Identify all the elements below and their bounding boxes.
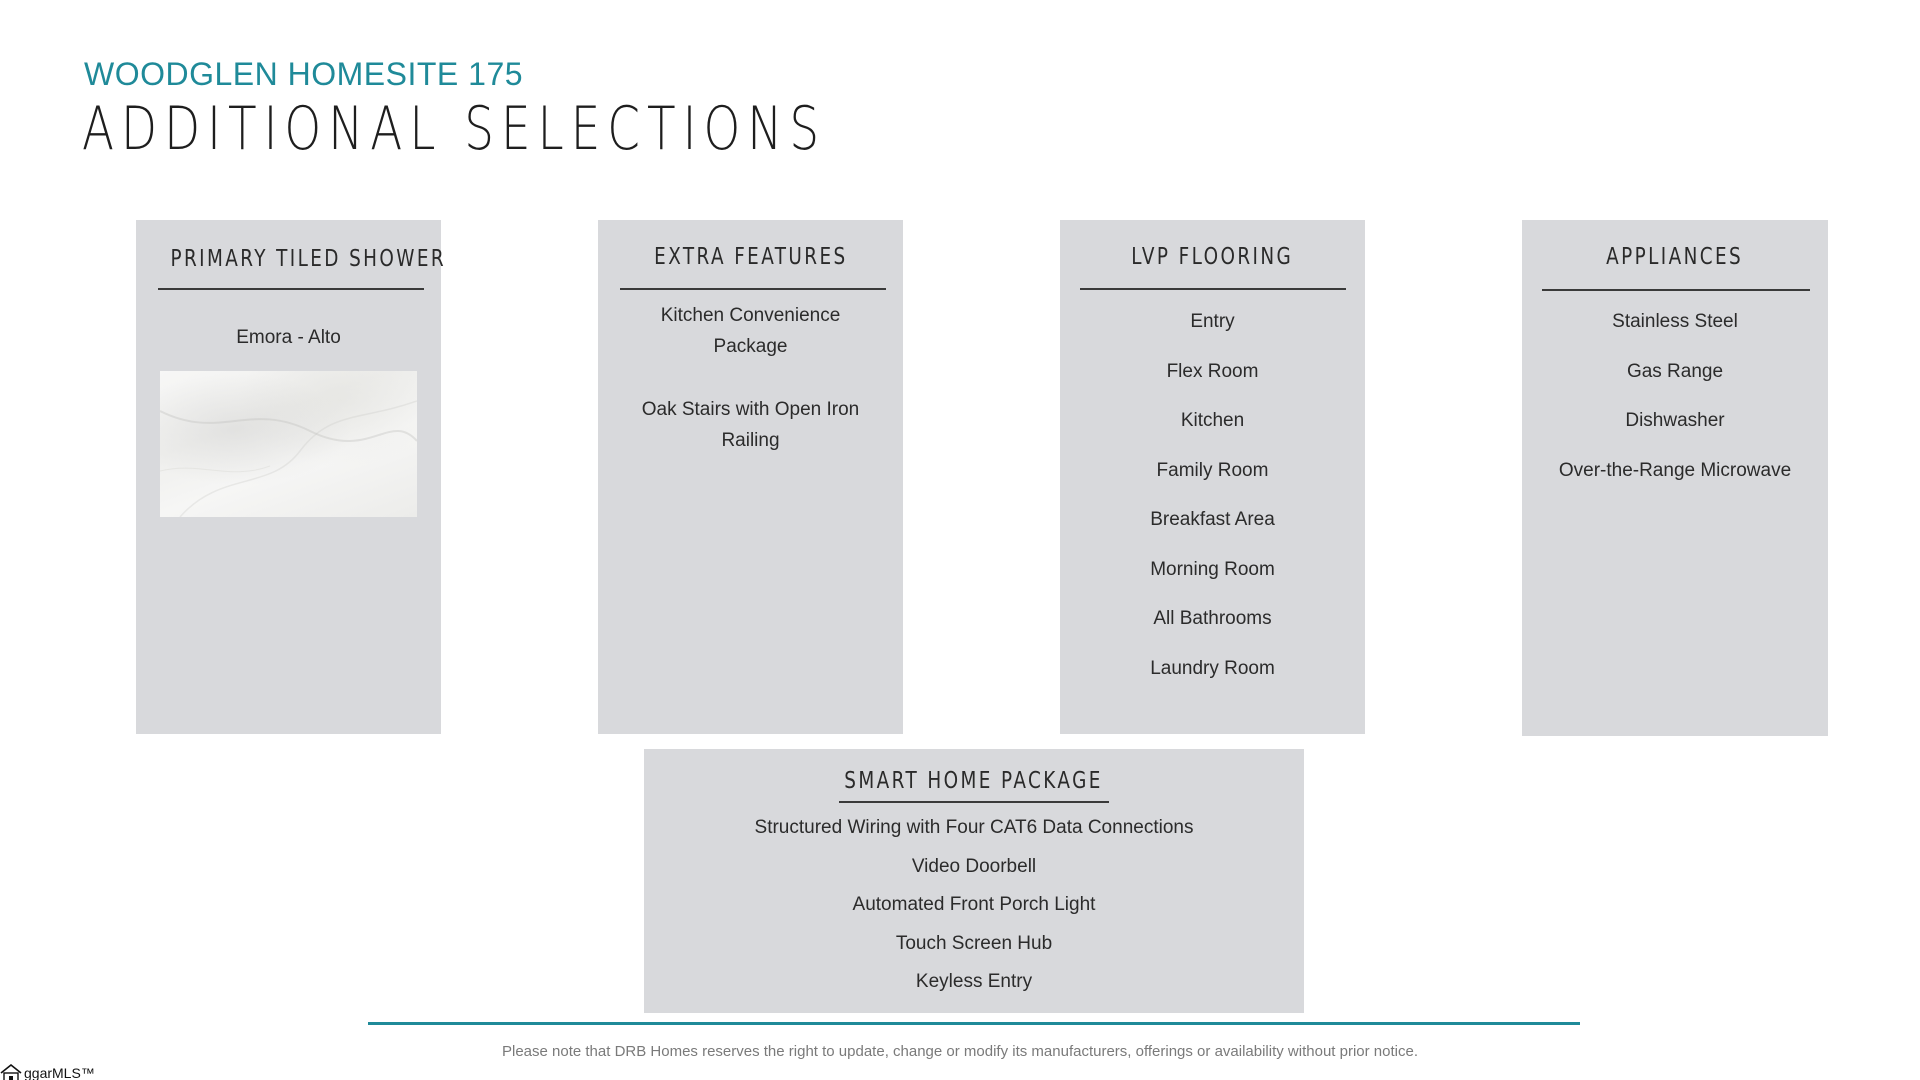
list-item: Entry	[1190, 311, 1235, 332]
card-title-rule	[158, 288, 424, 290]
list-item: Laundry Room	[1150, 657, 1275, 679]
card-primary-tiled-shower	[136, 220, 447, 734]
house-icon	[0, 1064, 22, 1080]
list-item: All Bathrooms	[1153, 608, 1272, 629]
disclaimer-text: Please note that DRB Homes reserves the right to update, change or modify its manufacturers, offerings or availability without prior notice.	[501, 1043, 1418, 1060]
card-smart-home-package	[644, 749, 1304, 1013]
card-title: APPLIANCES	[1606, 244, 1744, 270]
list-item: Family Room	[1156, 459, 1269, 481]
card-appliances	[1522, 220, 1828, 736]
list-item: Gas Range	[1626, 360, 1724, 382]
list-item: Emora - Alto	[236, 327, 341, 348]
list-item: Stainless Steel	[1612, 311, 1738, 332]
card-lvp-flooring	[1060, 220, 1365, 734]
list-item: Keyless Entry	[915, 971, 1033, 992]
list-item: Breakfast Area	[1150, 509, 1275, 530]
list-item: Oak Stairs with Open Iron Railing	[641, 399, 860, 451]
list-item: Structured Wiring with Four CAT6 Data Connections	[754, 817, 1194, 838]
footer-divider	[368, 1022, 1580, 1025]
list-item: Kitchen Convenience Package	[660, 305, 841, 357]
card-extra-features	[598, 220, 903, 734]
mls-logo	[0, 1064, 95, 1080]
homesite-eyebrow: WOODGLEN HOMESITE 175	[84, 56, 524, 92]
card-title-rule	[620, 288, 886, 290]
card-title-rule	[839, 801, 1109, 803]
list-item: Automated Front Porch Light	[852, 894, 1096, 915]
card-title: PRIMARY TILED SHOWER	[170, 246, 447, 272]
list-item: Over-the-Range Microwave	[1558, 459, 1792, 481]
list-item: Flex Room	[1166, 360, 1259, 382]
list-item: Kitchen	[1180, 410, 1245, 431]
list-item: Morning Room	[1150, 558, 1275, 580]
list-item: Dishwasher	[1625, 410, 1725, 431]
list-item: Video Doorbell	[911, 855, 1037, 877]
card-title-rule	[1080, 288, 1346, 290]
card-title: EXTRA FEATURES	[653, 244, 848, 270]
card-title: SMART HOME PACKAGE	[844, 768, 1104, 794]
card-title: LVP FLOORING	[1131, 244, 1294, 270]
page-title: ADDITIONAL SELECTIONS	[82, 94, 827, 164]
card-title-rule	[1542, 289, 1810, 291]
list-item: Touch Screen Hub	[895, 932, 1053, 954]
logo-text: ggarMLS™	[24, 1065, 95, 1080]
tile-swatch-image	[160, 371, 417, 517]
